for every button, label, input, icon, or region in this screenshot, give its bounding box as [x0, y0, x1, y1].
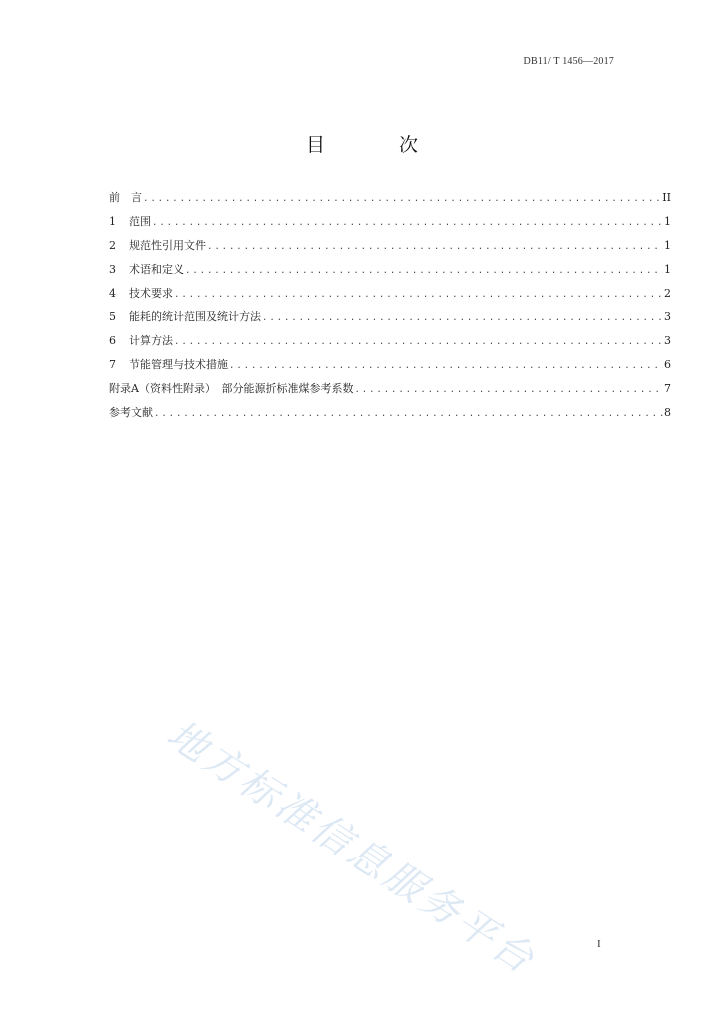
dot-leader	[154, 407, 663, 421]
dot-leader	[174, 335, 663, 349]
toc-entry-label: 计算方法	[129, 334, 173, 348]
toc-entry-number: 6	[109, 334, 116, 348]
toc-entry-terms[interactable]	[109, 263, 671, 287]
toc-entry-page: 1	[664, 238, 671, 252]
toc-entry-label: 前 言	[109, 191, 142, 204]
toc-entry-page: 2	[664, 286, 671, 300]
dot-leader	[262, 311, 663, 325]
page-title: 目 次	[305, 134, 453, 156]
toc-entry-technical-requirements[interactable]	[109, 287, 671, 311]
toc-entry-label: 附录A（资料性附录） 部分能源折标准煤参考系数	[109, 382, 354, 396]
toc-entry-page: 1	[664, 214, 671, 228]
toc-entry-number: 7	[109, 358, 116, 372]
dot-leader	[229, 359, 663, 373]
toc-entry-number: 5	[109, 310, 116, 324]
toc-entry-page: 1	[664, 262, 671, 276]
toc-entry-scope[interactable]	[109, 215, 671, 239]
toc-entry-appendix-a[interactable]	[109, 382, 671, 406]
toc-entry-number: 3	[109, 262, 116, 276]
dot-leader	[207, 240, 663, 254]
standard-code: DB11/ T 1456—2017	[523, 56, 614, 67]
toc-entry-number: 1	[109, 214, 116, 228]
toc-entry-label: 能耗的统计范围及统计方法	[129, 310, 261, 324]
dot-leader	[354, 383, 663, 397]
toc-entry-energy-management[interactable]	[109, 358, 671, 382]
dot-leader	[152, 216, 663, 230]
toc-entry-label: 技术要求	[129, 286, 173, 300]
toc-entry-page: 8	[664, 406, 671, 420]
page-number: I	[597, 938, 601, 950]
toc-entry-label: 节能管理与技术措施	[129, 358, 228, 372]
toc-entry-label: 范围	[129, 214, 151, 228]
toc-entry-normative-references[interactable]	[109, 239, 671, 263]
toc-entry-page: II	[662, 191, 671, 204]
dot-leader	[185, 264, 663, 278]
toc-entry-foreword[interactable]	[109, 191, 671, 215]
toc-entry-calculation-method[interactable]	[109, 334, 671, 358]
toc-entry-label: 参考文献	[109, 406, 153, 420]
toc-entry-label: 规范性引用文件	[129, 238, 206, 252]
toc-entry-bibliography[interactable]	[109, 406, 671, 430]
toc-entry-number: 2	[109, 238, 116, 252]
toc-entry-number: 4	[109, 286, 116, 300]
dot-leader	[143, 192, 661, 206]
watermark: 地方标准信息服务平台	[158, 712, 544, 985]
table-of-contents	[109, 191, 671, 430]
toc-entry-label: 术语和定义	[129, 262, 184, 276]
toc-entry-page: 7	[664, 382, 671, 396]
dot-leader	[174, 288, 663, 302]
toc-entry-page: 3	[664, 310, 671, 324]
toc-entry-page: 6	[664, 358, 671, 372]
toc-entry-statistics-scope[interactable]	[109, 310, 671, 334]
toc-entry-page: 3	[664, 334, 671, 348]
